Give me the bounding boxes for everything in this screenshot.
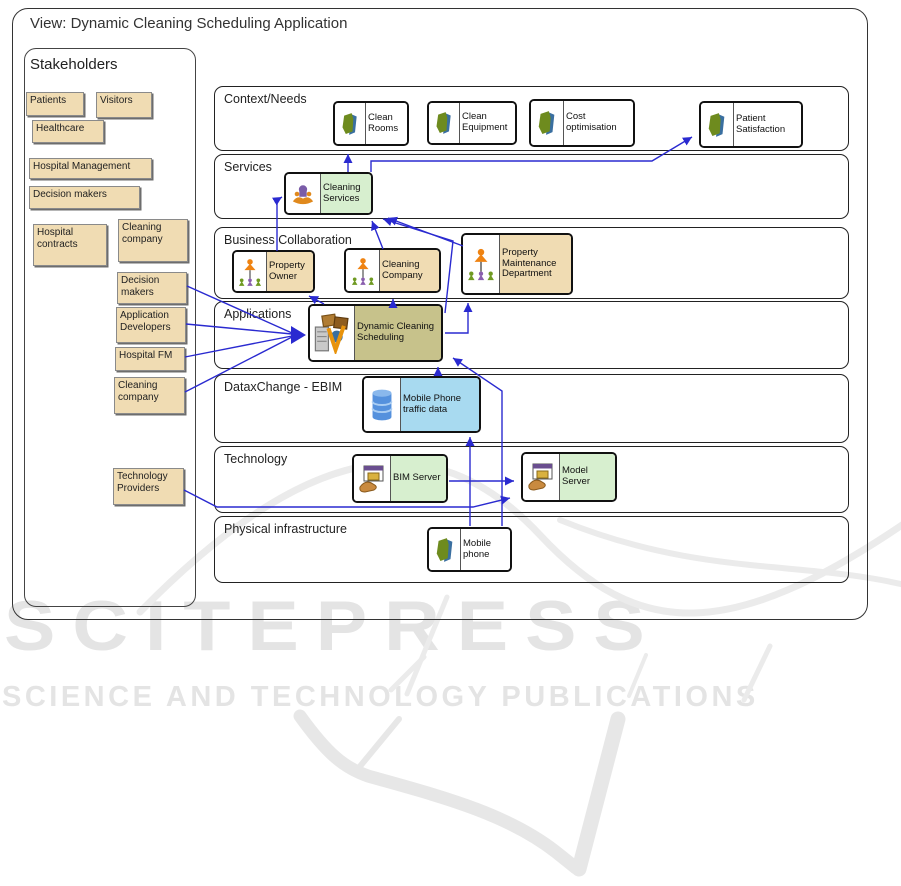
node-property-maintenance-department [461, 233, 573, 295]
layer-dataxchange-ebim [214, 374, 849, 443]
watermark-tagline: SCIENCE AND TECHNOLOGY PUBLICATIONS [2, 681, 759, 713]
node-mobile-phone [427, 527, 512, 572]
organization-icon [234, 252, 267, 291]
stakeholder-hospital-management: Hospital Management [29, 158, 152, 179]
server-icon [523, 454, 560, 500]
node-label: Mobile phone [463, 537, 491, 560]
layer-label: DataxChange - EBIM [224, 380, 343, 394]
node-label: Clean Equipment [462, 111, 508, 133]
node-patient-satisfaction [699, 101, 803, 148]
goal-icon [429, 103, 460, 143]
layer-label: Applications [224, 307, 292, 321]
layer-label: Technology [224, 452, 288, 466]
node-label: Model Server [562, 465, 590, 487]
node-mobile-phone-traffic-data [362, 376, 481, 433]
goal-icon [335, 103, 366, 144]
stakeholder-decision-makers: Decision makers [29, 186, 140, 209]
node-dynamic-cleaning-scheduling [308, 304, 443, 362]
stakeholder-cleaning-company-1: Cleaning company [118, 219, 188, 262]
node-model-server [521, 452, 617, 502]
stakeholder-cleaning-company-2: Cleaning company [114, 377, 185, 414]
goal-icon [701, 103, 734, 146]
node-label: Cleaning Company [382, 258, 423, 281]
stakeholder-patients: Patients [26, 92, 84, 116]
stakeholder-technology-providers: Technology Providers [113, 468, 184, 505]
goal-icon [531, 101, 564, 145]
layer-label: Services [224, 160, 272, 174]
layer-physical-infrastructure [214, 516, 849, 583]
node-label: Property Owner [269, 259, 305, 282]
layer-label: Physical infrastructure [224, 522, 347, 536]
node-label: Dynamic Cleaning Scheduling [357, 321, 435, 343]
node-clean-equipment [427, 101, 517, 145]
stakeholder-visitors: Visitors [96, 92, 152, 118]
device-icon [429, 529, 461, 570]
stakeholder-hospital-contracts: Hospital contracts [33, 224, 107, 266]
node-label: BIM Server [393, 472, 441, 484]
layer-label: Context/Needs [224, 92, 307, 106]
node-label: Clean Rooms [368, 111, 399, 134]
application-icon [310, 306, 355, 360]
view-title: View: Dynamic Cleaning Scheduling Application [30, 15, 348, 32]
watermark-brand: SCITEPRESS [4, 586, 662, 666]
node-label: Property Maintenance Department [502, 246, 557, 280]
node-label: Patient Satisfaction [736, 112, 786, 135]
stakeholder-decision-makers-2: Decision makers [117, 272, 187, 304]
node-bim-server [352, 454, 448, 503]
node-cleaning-company [344, 248, 441, 293]
node-label: Cleaning Services [323, 181, 361, 204]
database-icon [364, 378, 401, 431]
node-property-owner [232, 250, 315, 293]
stakeholder-hospital-fm: Hospital FM [115, 347, 185, 371]
server-icon [354, 456, 391, 501]
organization-icon [346, 250, 380, 291]
node-label: Mobile Phone traffic data [403, 392, 462, 415]
node-cleaning-services [284, 172, 373, 215]
stakeholders-heading: Stakeholders [30, 56, 118, 73]
stakeholder-healthcare: Healthcare [32, 120, 104, 143]
node-cost-optimisation [529, 99, 635, 147]
organization-icon [463, 235, 500, 293]
node-clean-rooms [333, 101, 409, 146]
layer-label: Business Collaboration [224, 233, 352, 247]
business-service-icon [286, 174, 321, 213]
stakeholder-application-developers: Application Developers [116, 307, 186, 343]
node-label: Cost optimisation [566, 111, 617, 133]
